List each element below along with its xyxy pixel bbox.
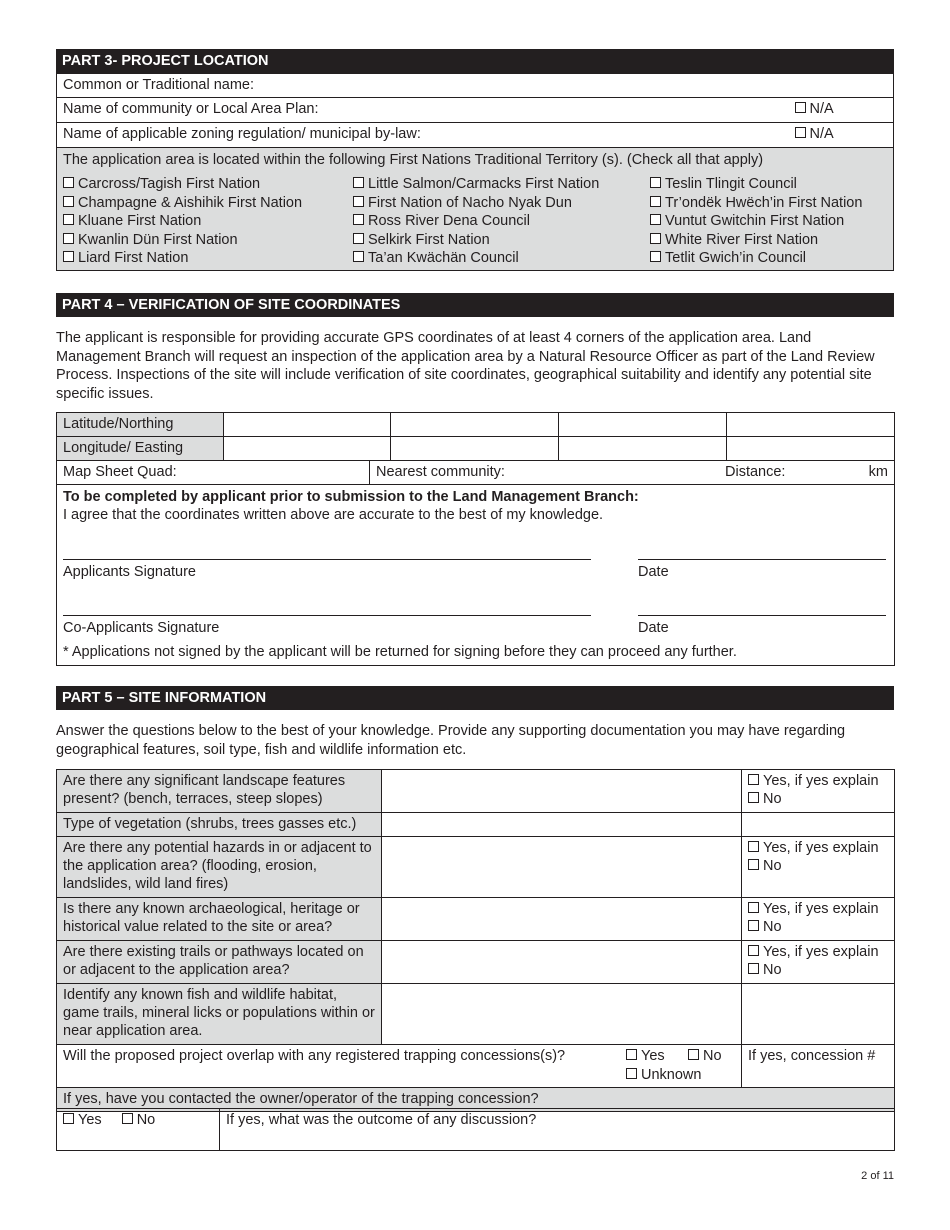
question-landscape: Are there any significant landscape features present? (bench, terraces, steep slopes) xyxy=(57,770,382,813)
question-hazards: Are there any potential hazards in or adjacent to the application area? (flooding, erosion, landslides, wild land fires) xyxy=(57,837,382,898)
signature-note: * Applications not signed by the applicant will be returned for signing before they can proceed any further. xyxy=(63,644,737,660)
common-name-field[interactable]: Common or Traditional name: xyxy=(57,74,894,98)
answer-vegetation[interactable] xyxy=(382,813,742,837)
answer-landscape[interactable] xyxy=(382,770,742,813)
trapping-question: Will the proposed project overlap with any registered trapping concessions(s)? xyxy=(63,1048,566,1064)
part4-header: PART 4 – VERIFICATION OF SITE COORDINATES xyxy=(56,293,894,317)
question-vegetation: Type of vegetation (shrubs, trees gasses etc.) xyxy=(57,813,382,837)
first-nation-checkbox[interactable]: Kluane First Nation xyxy=(63,212,353,231)
latitude-label: Latitude/Northing xyxy=(57,413,224,437)
checkbox-icon xyxy=(626,1049,637,1060)
checkbox-icon xyxy=(748,792,759,803)
map-sheet-field[interactable]: Map Sheet Quad: xyxy=(57,461,370,485)
blank-vegetation xyxy=(742,813,895,837)
checkbox-icon xyxy=(748,841,759,852)
outcome-field[interactable]: If yes, what was the outcome of any discussion? xyxy=(220,1109,895,1151)
longitude-input-4[interactable] xyxy=(727,437,895,461)
part5-intro: Answer the questions below to the best of your knowledge. Provide any supporting documentation you may have regarding geographical features, soil type, fish and wildlife information etc. xyxy=(56,723,846,758)
yesno-hazards xyxy=(742,837,895,898)
outcome-table xyxy=(56,1108,895,1151)
zoning-na-checkbox[interactable]: N/A xyxy=(795,125,834,143)
distance-label: Distance: xyxy=(725,464,786,480)
applicant-date-label: Date xyxy=(638,564,669,580)
question-archaeological: Is there any known archaeological, heritage or historical value related to the site or area? xyxy=(57,898,382,941)
site-info-table xyxy=(56,769,895,1112)
checkbox-icon xyxy=(650,233,661,244)
contact-no-checkbox[interactable]: No xyxy=(122,1112,156,1128)
community-field[interactable]: Name of community or Local Area Plan: N/A xyxy=(57,98,894,123)
checkbox-icon xyxy=(650,177,661,188)
yes-checkbox[interactable]: Yes, if yes explain xyxy=(748,839,888,857)
declaration-heading: To be completed by applicant prior to submission to the Land Management Branch: xyxy=(63,489,639,505)
checkbox-icon xyxy=(650,214,661,225)
contact-yes-checkbox[interactable]: Yes xyxy=(63,1112,102,1128)
checkbox-icon xyxy=(353,214,364,225)
yes-checkbox[interactable]: Yes, if yes explain xyxy=(748,772,888,790)
trapping-overlap-row xyxy=(57,1045,742,1088)
page-number: 2 of 11 xyxy=(861,1170,894,1182)
latitude-input-3[interactable] xyxy=(559,413,727,437)
answer-wildlife[interactable] xyxy=(382,984,742,1045)
longitude-input-3[interactable] xyxy=(559,437,727,461)
part3-table xyxy=(56,73,894,271)
checkbox-icon xyxy=(353,251,364,262)
checkbox-icon xyxy=(63,177,74,188)
part4-intro: The applicant is responsible for providing accurate GPS coordinates of at least 4 corners of the application area. Land Management Branch will request an inspection of the application area by a Natural Resource Officer as part of the Land Review Process. Inspections of the site will include verification of site coordinates, geographical suitability and identify any potential site specific issues. xyxy=(56,330,875,402)
blank-wildlife xyxy=(742,984,895,1045)
answer-hazards[interactable] xyxy=(382,837,742,898)
longitude-label: Longitude/ Easting xyxy=(57,437,224,461)
latitude-input-2[interactable] xyxy=(391,413,559,437)
first-nation-checkbox[interactable]: Tetlit Gwich’in Council xyxy=(650,249,890,268)
answer-archaeological[interactable] xyxy=(382,898,742,941)
yesno-archaeological xyxy=(742,898,895,941)
first-nation-checkbox[interactable]: Liard First Nation xyxy=(63,249,353,268)
part3-header: PART 3- PROJECT LOCATION xyxy=(56,49,894,73)
first-nation-checkbox[interactable]: Carcross/Tagish First Nation xyxy=(63,175,353,194)
first-nation-checkbox[interactable]: Ta’an Kwächän Council xyxy=(353,249,650,268)
checkbox-icon xyxy=(63,1113,74,1124)
checkbox-icon xyxy=(748,920,759,931)
trap-no-checkbox[interactable]: No xyxy=(688,1047,722,1065)
checkbox-icon xyxy=(353,233,364,244)
no-checkbox[interactable]: No xyxy=(748,857,888,875)
checkbox-icon xyxy=(795,102,806,113)
yes-checkbox[interactable]: Yes, if yes explain xyxy=(748,900,888,918)
applicant-signature-label: Applicants Signature xyxy=(63,564,196,580)
checkbox-icon xyxy=(650,196,661,207)
first-nation-checkbox[interactable]: First Nation of Nacho Nyak Dun xyxy=(353,194,650,213)
checkbox-icon xyxy=(748,945,759,956)
answer-trails[interactable] xyxy=(382,941,742,984)
no-checkbox[interactable]: No xyxy=(748,918,888,936)
first-nation-checkbox[interactable]: Kwanlin Dün First Nation xyxy=(63,231,353,250)
zoning-field[interactable]: Name of applicable zoning regulation/ municipal by-law: N/A xyxy=(57,123,894,148)
declaration-text: I agree that the coordinates written above are accurate to the best of my knowledge. xyxy=(63,507,604,523)
checkbox-icon xyxy=(353,177,364,188)
checkbox-icon xyxy=(63,251,74,262)
part5-header: PART 5 – SITE INFORMATION xyxy=(56,686,894,710)
no-checkbox[interactable]: No xyxy=(748,790,888,808)
checkbox-icon xyxy=(748,902,759,913)
first-nation-checkbox[interactable]: Tr’ondëk Hwëch’in First Nation xyxy=(650,194,890,213)
latitude-input-4[interactable] xyxy=(727,413,895,437)
co-applicant-date-label: Date xyxy=(638,620,669,636)
yesno-landscape xyxy=(742,770,895,813)
first-nations-intro: The application area is located within the following First Nations Traditional Territory (s). (Check all that apply) xyxy=(63,152,764,168)
checkbox-icon xyxy=(353,196,364,207)
first-nation-checkbox[interactable]: Vuntut Gwitchin First Nation xyxy=(650,212,890,231)
checkbox-icon xyxy=(122,1113,133,1124)
first-nation-checkbox[interactable]: Teslin Tlingit Council xyxy=(650,175,890,194)
latitude-input-1[interactable] xyxy=(224,413,391,437)
first-nation-checkbox[interactable]: Little Salmon/Carmacks First Nation xyxy=(353,175,650,194)
nearest-community-field[interactable]: Nearest community: Distance: km xyxy=(370,461,895,485)
concession-number-field[interactable]: If yes, concession # xyxy=(742,1045,895,1088)
first-nation-checkbox[interactable]: Champagne & Aishihik First Nation xyxy=(63,194,353,213)
first-nations-grid xyxy=(63,175,887,268)
community-na-checkbox[interactable]: N/A xyxy=(795,100,834,118)
contact-yesno xyxy=(57,1109,220,1151)
declaration-block xyxy=(57,485,895,666)
no-checkbox[interactable]: No xyxy=(748,961,888,979)
yesno-trails xyxy=(742,941,895,984)
longitude-input-1[interactable] xyxy=(224,437,391,461)
checkbox-icon xyxy=(626,1068,637,1079)
checkbox-icon xyxy=(63,196,74,207)
checkbox-icon xyxy=(650,251,661,262)
first-nations-block xyxy=(57,148,894,271)
yes-checkbox[interactable]: Yes, if yes explain xyxy=(748,943,888,961)
checkbox-icon xyxy=(795,127,806,138)
coordinates-table xyxy=(56,412,895,461)
checkbox-icon xyxy=(748,859,759,870)
applicant-date-line[interactable] xyxy=(638,559,886,560)
co-applicant-signature-line[interactable] xyxy=(63,615,591,616)
checkbox-icon xyxy=(63,214,74,225)
checkbox-icon xyxy=(748,963,759,974)
location-table xyxy=(56,460,895,666)
question-wildlife: Identify any known fish and wildlife habitat, game trails, mineral licks or populations within or near application area. xyxy=(57,984,382,1045)
trap-yes-checkbox[interactable]: Yes xyxy=(626,1047,665,1065)
checkbox-icon xyxy=(748,774,759,785)
first-nation-checkbox[interactable]: White River First Nation xyxy=(650,231,890,250)
question-trails: Are there existing trails or pathways located on or adjacent to the application area? xyxy=(57,941,382,984)
first-nation-checkbox[interactable]: Selkirk First Nation xyxy=(353,231,650,250)
longitude-input-2[interactable] xyxy=(391,437,559,461)
first-nation-checkbox[interactable]: Ross River Dena Council xyxy=(353,212,650,231)
contact-question: If yes, have you contacted the owner/operator of the trapping concession? xyxy=(57,1088,895,1112)
co-applicant-date-line[interactable] xyxy=(638,615,886,616)
co-applicant-signature-label: Co-Applicants Signature xyxy=(63,620,220,636)
trap-unknown-checkbox[interactable]: Unknown xyxy=(626,1066,701,1084)
km-label: km xyxy=(868,464,888,480)
applicant-signature-line[interactable] xyxy=(63,559,591,560)
checkbox-icon xyxy=(688,1049,699,1060)
checkbox-icon xyxy=(63,233,74,244)
